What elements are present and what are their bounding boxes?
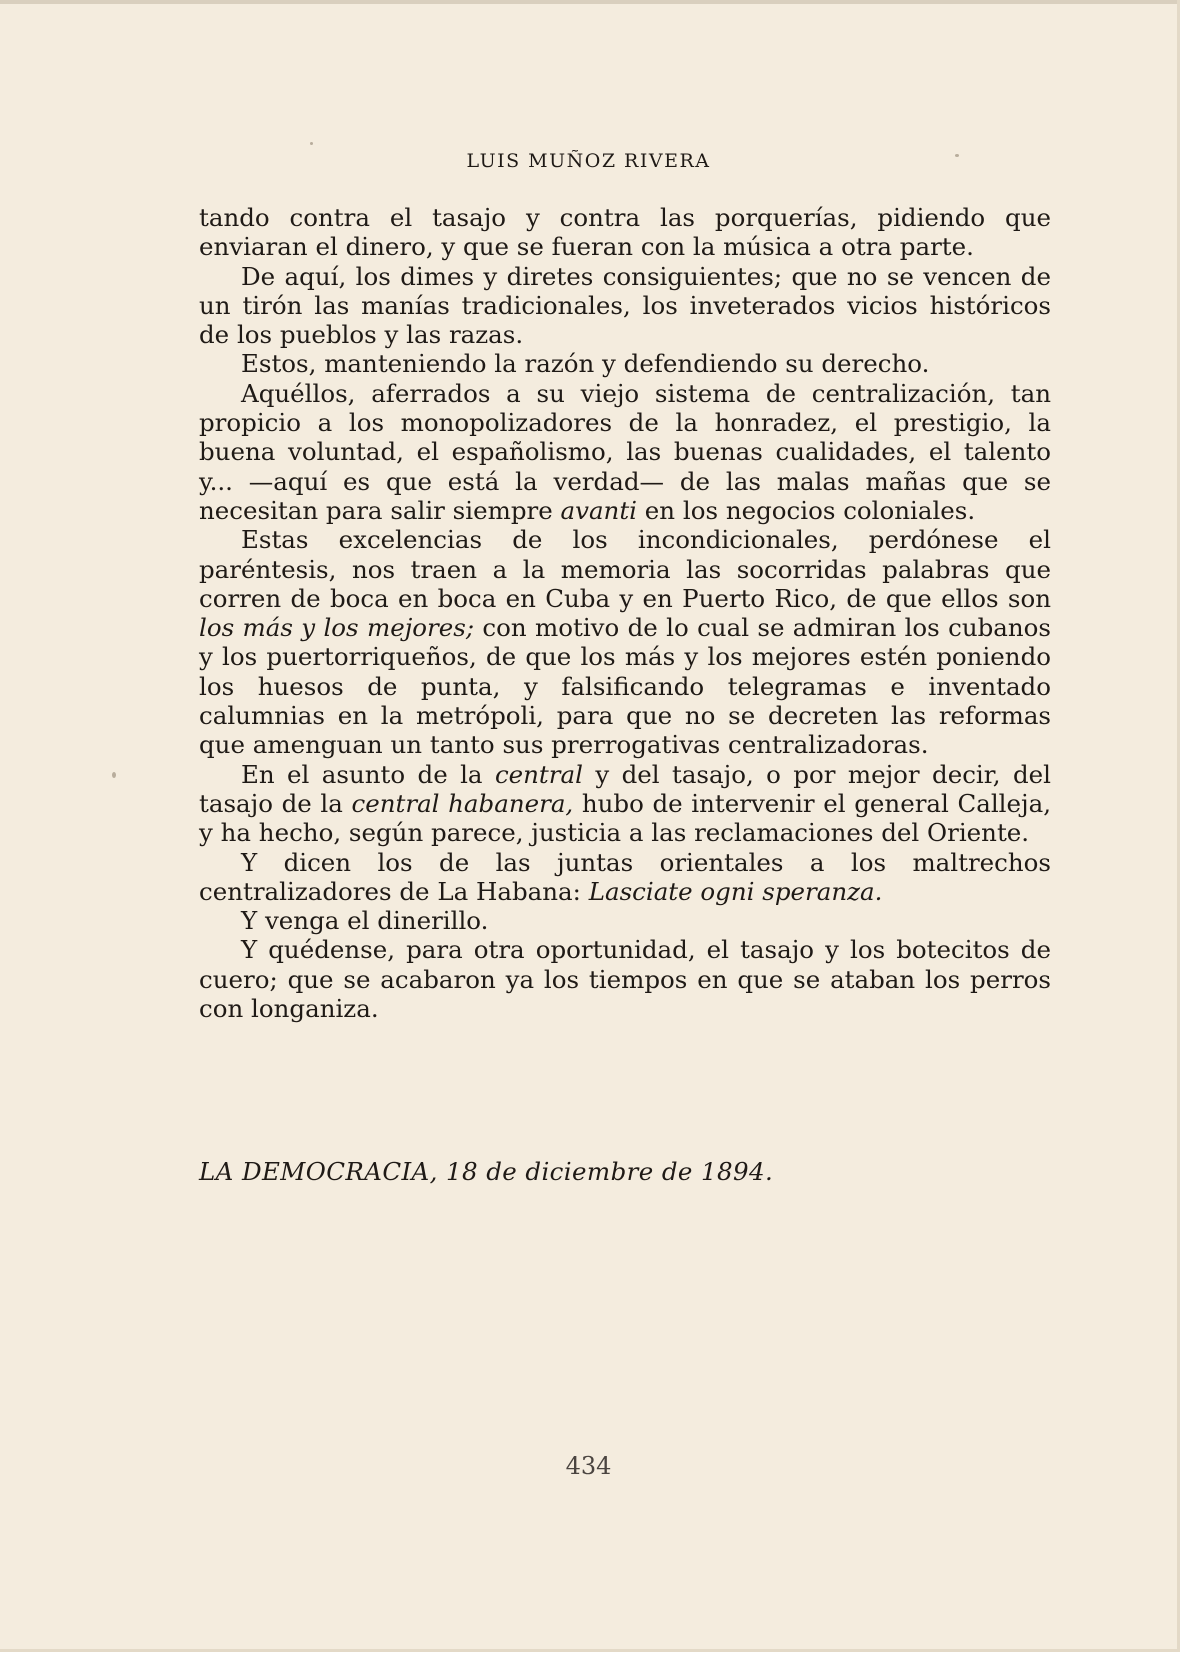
paragraph-7-italic-quote: Lasciate ogni speranza. [588,876,883,906]
paragraph-4-text-end: en los negocios coloniales. [637,495,976,525]
paragraph-4 [199,379,1051,525]
paragraph-6-text-mid: y del tasajo, o por mejor decir, del tasajo de la [199,759,1051,818]
paragraph-8-text: Y venga el dinerillo. [241,906,489,936]
paper-speck [310,142,313,145]
paragraph-5-text: Estas excelencias de los incondicionales, perdónese el paréntesis, nos traen a la memoria las socorridas palabras que corren de boca en boca en Cuba y en Puerto Rico, de que ellos son [199,525,1051,613]
paragraph-3-text: Estos, manteniendo la razón y defendiendo su derecho. [241,349,930,379]
paragraph-6 [199,760,1051,848]
paragraph-2 [199,262,1051,350]
source-citation: LA DEMOCRACIA, 18 de diciembre de 1894. [199,1157,774,1186]
paragraph-6-text: En el asunto de la [241,759,495,789]
paragraph-1-text: tando contra el tasajo y contra las porquerías, pidiendo que enviaran el dinero, y que se fueran con la música a otra parte. [199,203,1051,262]
paragraph-7 [199,848,1051,907]
page-number: 434 [565,1452,612,1480]
paragraph-2-text: De aquí, los dimes y diretes consiguientes; que no se vencen de un tirón las manías tradicionales, los inveterados vicios históricos de los pueblos y las razas. [199,261,1051,350]
paragraph-7-text: Y dicen los de las juntas orientales a los maltrechos centralizadores de La Habana: [199,847,1051,906]
paragraph-5-italic-quote: los más y los mejores; [199,613,475,643]
paragraph-6-italic-central: central [494,759,583,789]
paper-speck [955,154,959,157]
paragraph-5 [199,525,1051,759]
paragraph-1 [199,203,1051,262]
paragraph-6-italic-central-habanera: central habanera, [351,788,574,818]
paragraph-4-text: Aquéllos, aferrados a su viejo sistema de centralización, tan propicio a los monopolizadores de la honradez, el prestigio, la buena voluntad, el españolismo, las buenas cualidades, el talento y... —aquí es que está la verdad— de las malas mañas que se necesitan para salir siempre [199,378,1051,525]
running-head: LUIS MUÑOZ RIVERA [466,150,711,172]
paragraph-9 [199,935,1051,1023]
paper-speck [112,772,116,778]
paragraph-5-text-end: con motivo de lo cual se admiran los cubanos y los puertorriqueños, de que los más y los mejores estén poniendo los huesos de punta, y falsificando telegramas e inventado calumnias en la metrópoli, para que no se decreten las reformas que amenguan un tanto sus prerrogativas centralizadoras. [199,613,1051,760]
paragraph-8 [199,906,1051,935]
paragraph-4-italic-avanti: avanti [560,495,638,525]
paragraph-9-text: Y quédense, para otra oportunidad, el tasajo y los botecitos de cuero; que se acabaron ya los tiempos en que se ataban los perros con longaniza. [199,935,1051,1024]
paragraph-6-text-end: hubo de intervenir el general Calleja, y ha hecho, según parece, justicia a las reclamaciones del Oriente. [199,788,1052,848]
article-body [199,203,1051,1023]
paragraph-3 [199,349,1051,378]
